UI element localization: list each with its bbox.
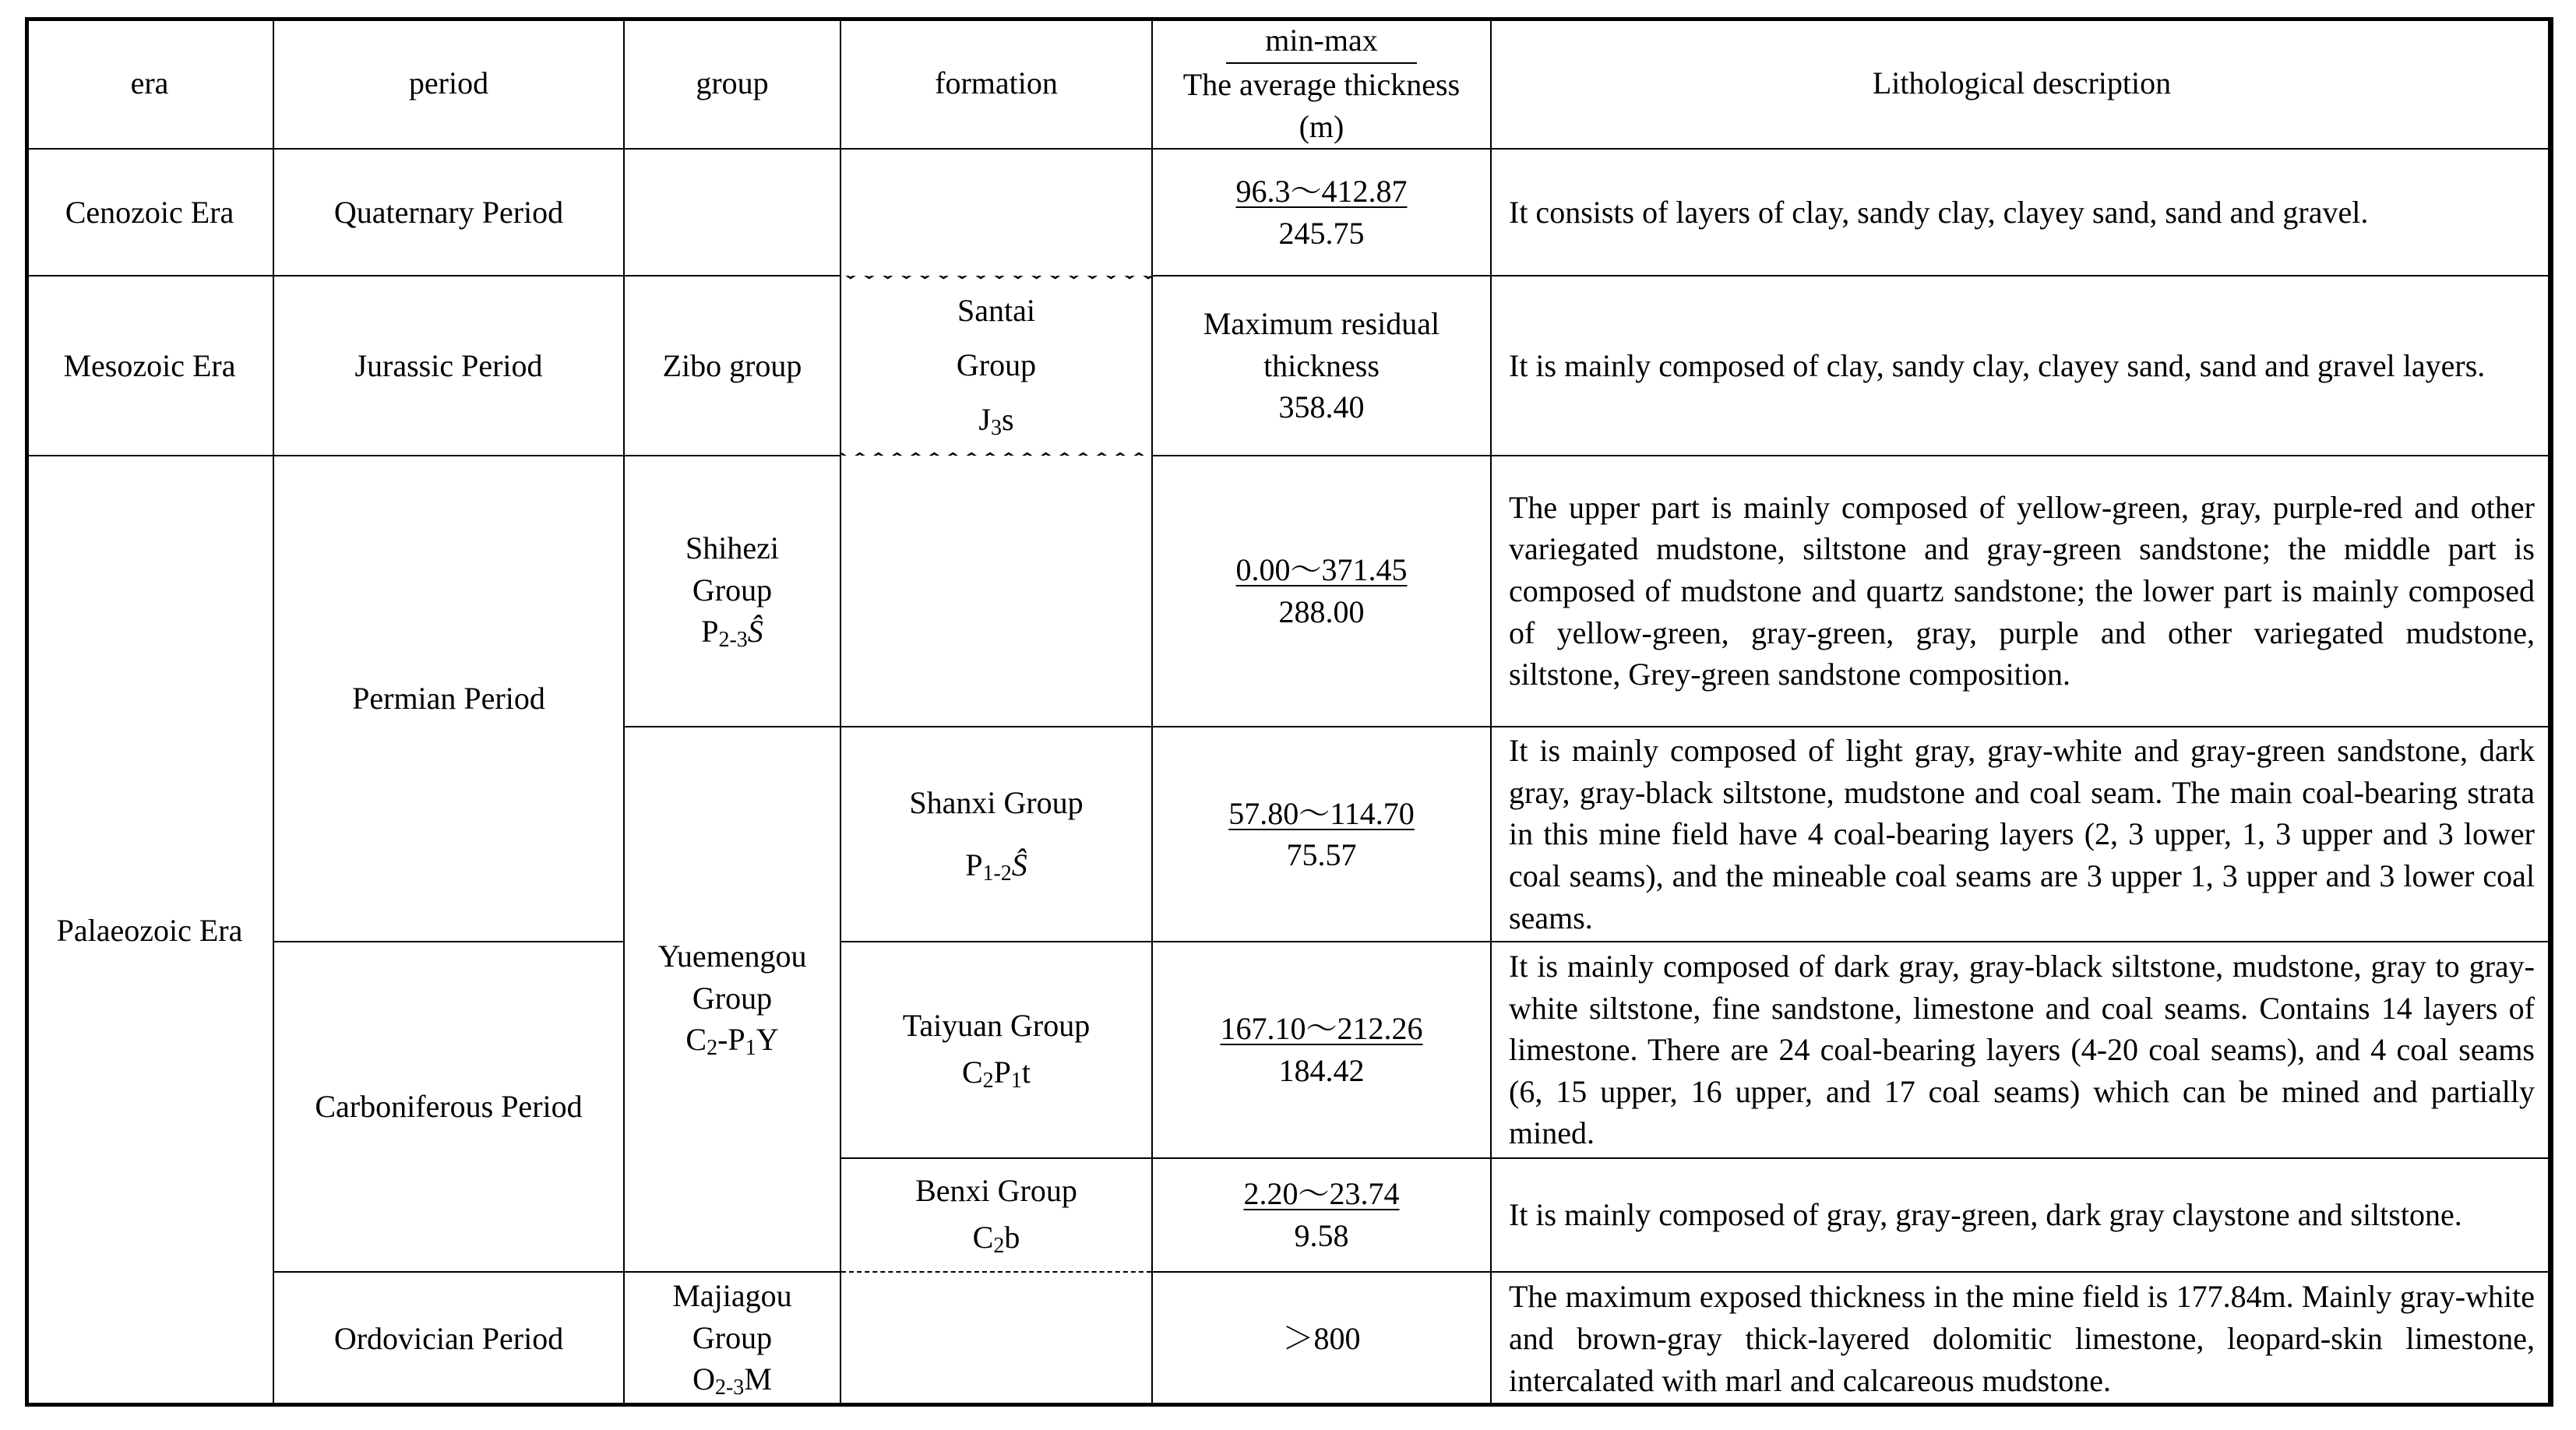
header-thickness-avg: The average thickness (m) xyxy=(1182,67,1461,144)
formation-name-l2: Group xyxy=(956,347,1037,383)
header-description: Lithological description xyxy=(1491,18,2553,149)
thickness-cell: ＞800 xyxy=(1152,1272,1491,1406)
formation-code: $C_2b$ xyxy=(972,1219,1020,1258)
thickness-avg: 245.75 xyxy=(1278,215,1365,251)
group-name-l2: Group xyxy=(692,980,773,1016)
group-cell: Zibo group xyxy=(624,276,840,455)
thickness-avg: 9.58 xyxy=(1294,1217,1349,1253)
thickness-avg: 75.57 xyxy=(1286,837,1357,873)
thickness-range: 0.00～371.45 xyxy=(1235,552,1408,588)
thickness-avg: 288.00 xyxy=(1278,593,1365,629)
era-cell: Cenozoic Era xyxy=(26,149,273,276)
period-cell-permian: Permian Period xyxy=(273,456,624,942)
group-code: $P_{2-3}Ŝ$ xyxy=(701,614,763,653)
formation-name: Benxi Group xyxy=(915,1172,1077,1208)
period-cell-carboniferous: Carboniferous Period xyxy=(273,942,624,1271)
era-cell: Mesozoic Era xyxy=(26,276,273,455)
description-cell: The upper part is mainly composed of yellow-green, gray, purple-red and other variegated mudstone, siltstone and gray-green sandstone; the middle part is composed of mudstone and quartz sandstone; the lower part is mainly composed of yellow-green, gray-green, gray, purple and other variegated mudstone, siltstone, Grey-green sandstone composition. xyxy=(1491,456,2553,727)
period-cell: Jurassic Period xyxy=(273,276,624,455)
group-name-l1: Yuemengou xyxy=(657,939,807,974)
group-name-l2: Group xyxy=(692,572,773,608)
header-group: group xyxy=(624,18,840,149)
era-cell: Palaeozoic Era xyxy=(26,456,273,1406)
formation-name: Shanxi Group xyxy=(909,785,1084,821)
formation-code: $P_{1-2}Ŝ$ xyxy=(965,847,1027,886)
group-name-l1: Shihezi xyxy=(685,530,779,565)
description-cell: It is mainly composed of dark gray, gray-black siltstone, mudstone, gray to gray-white siltstone, fine sandstone, limestone and coal seams. Contains 14 layers of limestone. There are 24 coal-bearing layers (4-20 coal seams), and 4 coal seams (6, 15 upper, 16 upper, and 17 coal seams) which can be mined and partially mined. xyxy=(1491,942,2553,1157)
thickness-value: 358.40 xyxy=(1278,389,1365,425)
thickness-label: Maximum residual thickness xyxy=(1203,306,1440,383)
header-period: period xyxy=(273,18,624,149)
description-cell: It is mainly composed of clay, sandy clay, clayey sand, sand and gravel layers. xyxy=(1491,276,2553,455)
header-thickness-range: min-max xyxy=(1226,19,1416,65)
thickness-range: 57.80～114.70 xyxy=(1228,795,1415,831)
table-outer-border xyxy=(25,17,2552,1407)
group-code: $C_2-P_1Y$ xyxy=(685,1022,779,1061)
formation-code: $J_3s$ xyxy=(978,402,1014,441)
period-cell: Quaternary Period xyxy=(273,149,624,276)
period-cell-ordovician: Ordovician Period xyxy=(273,1272,624,1406)
group-code: $O_{2-3}M$ xyxy=(692,1361,772,1400)
thickness-range: 2.20～23.74 xyxy=(1243,1176,1400,1212)
description-cell: It is mainly composed of light gray, gray-white and gray-green sandstone, dark gray, gray-black siltstone, mudstone and coal seam. The main coal-bearing strata in this mine field have 4 coal-bearing layers (2, 3 upper, 1, 3 upper and 3 lower coal seams), and the mineable coal seams are 3 upper 1, 3 upper and 3 lower coal seams. xyxy=(1491,727,2553,942)
header-era: era xyxy=(26,18,273,149)
formation-name: Taiyuan Group xyxy=(902,1007,1091,1043)
group-name-l2: Group xyxy=(692,1319,773,1355)
thickness-avg: 184.42 xyxy=(1278,1052,1365,1088)
description-cell: It consists of layers of clay, sandy clay, clayey sand, sand and gravel. xyxy=(1491,149,2553,276)
description-cell: It is mainly composed of gray, gray-green, dark gray claystone and siltstone. xyxy=(1491,1158,2553,1272)
group-name-l1: Majiagou xyxy=(672,1278,792,1314)
formation-name-l1: Santai xyxy=(957,293,1035,329)
header-formation: formation xyxy=(840,18,1152,149)
thickness-range: 167.10～212.26 xyxy=(1220,1011,1423,1047)
thickness-range: 96.3～412.87 xyxy=(1235,174,1408,210)
formation-code: $C_2P_1t$ xyxy=(961,1054,1031,1093)
description-cell: The maximum exposed thickness in the mine field is 177.84m. Mainly gray-white and brown-gray thick-layered dolomitic limestone, leopard-skin limestone, intercalated with marl and calcareous mudstone. xyxy=(1491,1272,2553,1406)
